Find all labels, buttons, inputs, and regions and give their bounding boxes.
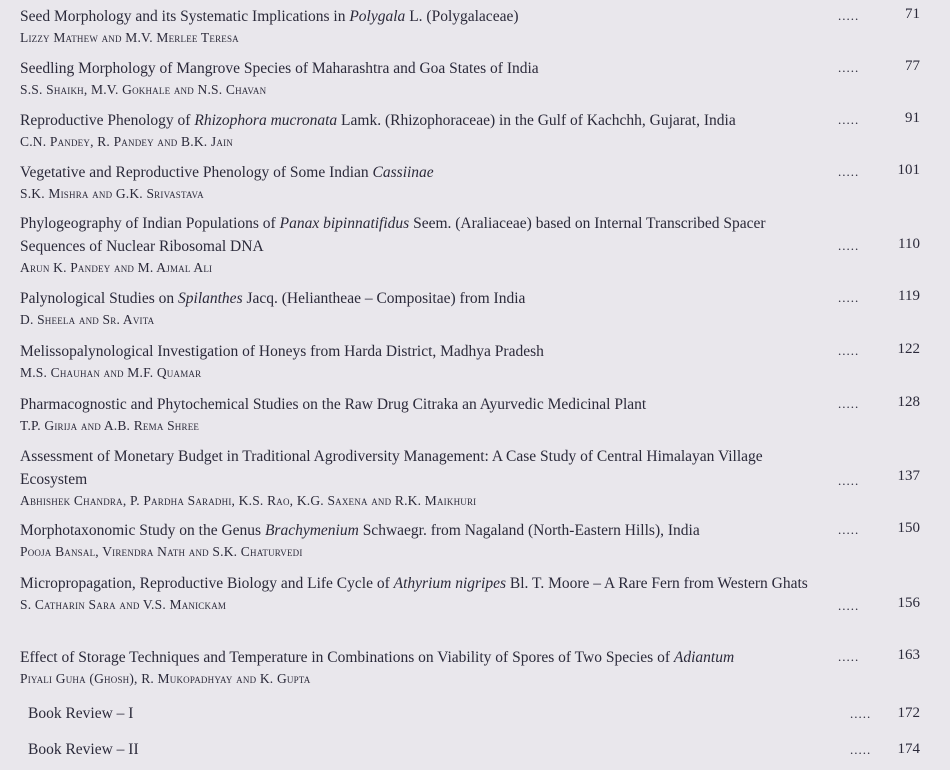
leader-dots: ..... bbox=[838, 343, 860, 358]
leader-dots: ..... bbox=[838, 649, 860, 664]
entry-title: Seedling Morphology of Mangrove Species of Maharashtra and Goa States of India bbox=[20, 60, 539, 77]
toc-entry bbox=[20, 5, 920, 48]
entry-authors: Pooja Bansal, Virendra Nath and S.K. Chaturvedi bbox=[20, 544, 303, 559]
toc-entry bbox=[20, 572, 920, 615]
entry-title: Effect of Storage Techniques and Temperature in Combinations on Viability of Spores of Two Species of Adiantum bbox=[20, 649, 735, 666]
entry-authors: T.P. Girija and A.B. Rema Shree bbox=[20, 418, 200, 433]
toc-entry bbox=[20, 57, 920, 100]
page-number: 163 bbox=[897, 647, 920, 663]
page-number: 77 bbox=[905, 58, 920, 74]
page-number: 71 bbox=[905, 6, 920, 22]
book-review-entry bbox=[28, 705, 920, 723]
entry-authors: Lizzy Mathew and M.V. Merlee Teresa bbox=[20, 30, 239, 45]
toc-entry bbox=[20, 161, 920, 204]
book-review-entry bbox=[28, 741, 920, 759]
page-number: 128 bbox=[897, 394, 920, 410]
entry-authors: S.S. Shaikh, M.V. Gokhale and N.S. Chavan bbox=[20, 82, 267, 97]
page-number: 174 bbox=[897, 741, 920, 757]
entry-authors: S. Catharin Sara and V.S. Manickam bbox=[20, 597, 227, 612]
page-number: 150 bbox=[897, 520, 920, 536]
page-number: 110 bbox=[898, 236, 920, 252]
entry-authors: C.N. Pandey, R. Pandey and B.K. Jain bbox=[20, 134, 233, 149]
page-number: 156 bbox=[897, 595, 920, 611]
toc-entry bbox=[20, 646, 920, 689]
leader-dots: ..... bbox=[838, 290, 860, 305]
toc-entry bbox=[20, 393, 920, 436]
page-number: 119 bbox=[898, 288, 920, 304]
entry-title: Assessment of Monetary Budget in Traditional Agrodiversity Management: A Case Study of Central Himalayan Village Ecosystem bbox=[20, 448, 763, 488]
leader-dots: ..... bbox=[850, 742, 872, 757]
leader-dots: ..... bbox=[838, 60, 860, 75]
leader-dots: ..... bbox=[850, 706, 872, 721]
entry-authors: Piyali Guha (Ghosh), R. Mukopadhyay and K. Gupta bbox=[20, 671, 311, 686]
leader-dots: ..... bbox=[838, 8, 860, 23]
leader-dots: ..... bbox=[838, 473, 860, 488]
review-title: Book Review – II bbox=[28, 741, 139, 758]
toc-entry bbox=[20, 109, 920, 152]
entry-authors: S.K. Mishra and G.K. Srivastava bbox=[20, 186, 204, 201]
page-number: 137 bbox=[897, 468, 920, 484]
entry-title: Reproductive Phenology of Rhizophora mucronata Lamk. (Rhizophoraceae) in the Gulf of Kachchh, Gujarat, India bbox=[20, 112, 736, 129]
page-number: 91 bbox=[905, 110, 920, 126]
entry-title: Pharmacognostic and Phytochemical Studies on the Raw Drug Citraka an Ayurvedic Medicinal Plant bbox=[20, 396, 647, 413]
toc-entry bbox=[20, 212, 920, 278]
entry-authors: M.S. Chauhan and M.F. Quamar bbox=[20, 365, 202, 380]
entry-title: Phylogeography of Indian Populations of Panax bipinnatifidus Seem. (Araliaceae) based on Internal Transcribed Spacer Sequences of Nuclear Ribosomal DNA bbox=[20, 215, 766, 255]
page-number: 101 bbox=[897, 162, 920, 178]
toc-entry bbox=[20, 340, 920, 383]
page-number: 172 bbox=[897, 705, 920, 721]
leader-dots: ..... bbox=[838, 598, 860, 613]
entry-title: Melissopalynological Investigation of Honeys from Harda District, Madhya Pradesh bbox=[20, 343, 544, 360]
leader-dots: ..... bbox=[838, 112, 860, 127]
leader-dots: ..... bbox=[838, 164, 860, 179]
entry-authors: Arun K. Pandey and M. Ajmal Ali bbox=[20, 260, 213, 275]
entry-title: Seed Morphology and its Systematic Implications in Polygala L. (Polygalaceae) bbox=[20, 8, 519, 25]
entry-title: Palynological Studies on Spilanthes Jacq. (Heliantheae – Compositae) from India bbox=[20, 290, 526, 307]
entry-authors: Abhishek Chandra, P. Pardha Saradhi, K.S. Rao, K.G. Saxena and R.K. Maikhuri bbox=[20, 493, 477, 508]
leader-dots: ..... bbox=[838, 238, 860, 253]
entry-title: Morphotaxonomic Study on the Genus Brachymenium Schwaegr. from Nagaland (North-Eastern Hills), India bbox=[20, 522, 700, 539]
entry-title: Micropropagation, Reproductive Biology and Life Cycle of Athyrium nigripes Bl. T. Moore – A Rare Fern from Western Ghats bbox=[20, 575, 808, 592]
entry-title: Vegetative and Reproductive Phenology of Some Indian Cassiinae bbox=[20, 164, 434, 181]
toc-entry bbox=[20, 519, 920, 562]
leader-dots: ..... bbox=[838, 396, 860, 411]
page-number: 122 bbox=[897, 341, 920, 357]
review-title: Book Review – I bbox=[28, 705, 134, 722]
entry-authors: D. Sheela and Sr. Avita bbox=[20, 312, 155, 327]
leader-dots: ..... bbox=[838, 522, 860, 537]
toc-entry bbox=[20, 445, 920, 511]
toc-entry bbox=[20, 287, 920, 330]
